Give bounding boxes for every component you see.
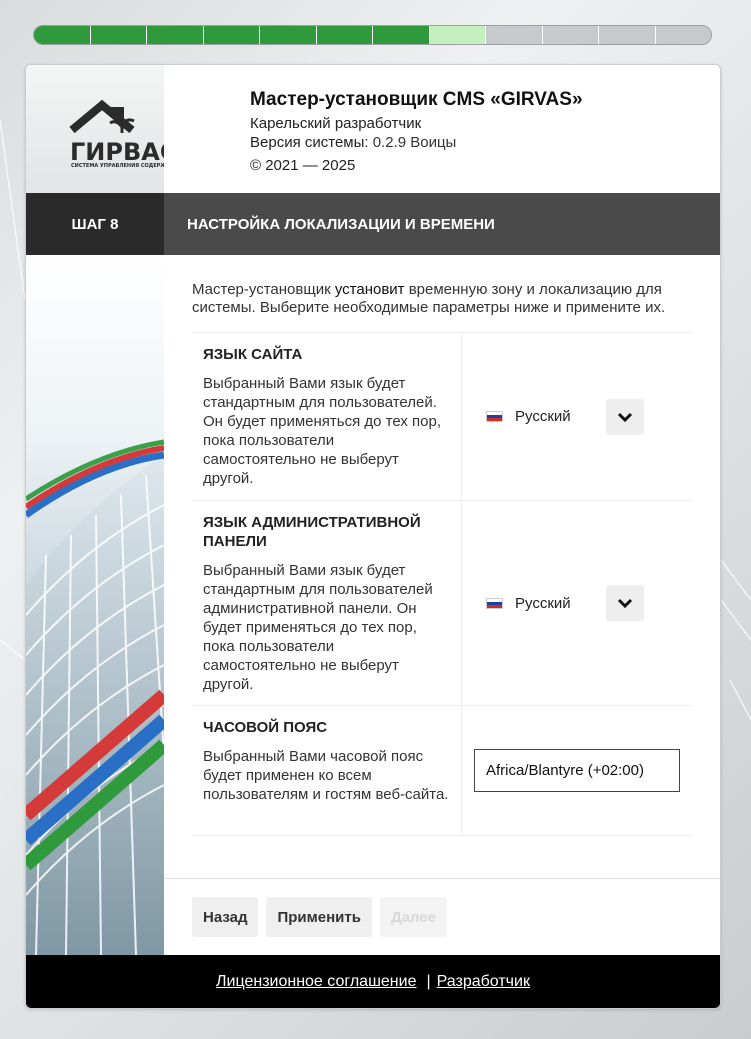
copyright: © 2021 — 2025: [250, 157, 356, 174]
back-button[interactable]: Назад: [192, 897, 258, 937]
chevron-down-icon[interactable]: [606, 399, 644, 435]
admin-language-info: [192, 501, 462, 705]
progress-segment: [91, 26, 148, 44]
admin-language-desc: Выбранный Вами язык будет стандартным для пользователей административной панели. Он будет применяться до тех пор, пока пользователи самостоятельно не выберут другой.: [203, 562, 433, 693]
admin-language-title: ЯЗЫК АДМИНИСТРАТИВНОЙ ПАНЕЛИ: [203, 514, 421, 550]
install-progress-bar: [33, 25, 712, 45]
footer-separator: |: [426, 973, 431, 990]
russian-flag-icon: [486, 598, 503, 609]
progress-segment: [543, 26, 600, 44]
progress-segment: [373, 26, 430, 44]
version-label: Версия системы:: [250, 134, 369, 151]
progress-segment: [204, 26, 261, 44]
version-line: [250, 133, 583, 152]
intro-emphasis: установит: [334, 281, 405, 298]
logo-house-icon: [26, 65, 164, 193]
decorative-side-image: [26, 255, 164, 955]
progress-segment: [317, 26, 374, 44]
russian-flag-icon: [486, 411, 503, 422]
timezone-control: [462, 706, 692, 835]
action-buttons: [192, 897, 447, 937]
girvas-logo: [26, 65, 164, 193]
progress-segment: [599, 26, 656, 44]
timezone-select[interactable]: Africa/Blantyre (+02:00): [474, 749, 680, 792]
site-language-control: [462, 333, 692, 500]
logo-text: ГИРВА: [70, 138, 160, 166]
progress-segment: [147, 26, 204, 44]
chevron-down-icon[interactable]: [606, 585, 644, 621]
app-title: Мастер-установщик CMS «GIRVAS»: [250, 89, 583, 110]
site-language-row: [192, 332, 692, 500]
admin-language-select[interactable]: [474, 584, 644, 622]
timezone-info: [192, 706, 462, 835]
step-content: [164, 255, 720, 879]
progress-segment: [486, 26, 543, 44]
timezone-title: ЧАСОВОЙ ПОЯС: [203, 719, 328, 736]
progress-segment: [34, 26, 91, 44]
admin-language-control: [462, 501, 692, 705]
header-info: [250, 89, 583, 174]
admin-language-row: [192, 500, 692, 705]
installer-card: [25, 64, 721, 1009]
building-roof-illustration: [26, 255, 164, 955]
intro-part: временную зону и локализацию для системы. Выберите необходимые параметры ниже и примените их.: [192, 281, 666, 316]
settings-table: [192, 332, 692, 836]
site-language-desc: Выбранный Вами язык будет стандартным для пользователей. Он будет применяться до тех пор, пока пользователи самостоятельно не выберут другой.: [203, 375, 442, 487]
license-link[interactable]: Лицензионное соглашение: [216, 973, 417, 990]
intro-part: Мастер-установщик: [192, 281, 335, 298]
developer-link[interactable]: Разработчик: [436, 973, 530, 990]
progress-segment: [656, 26, 712, 44]
site-language-info: [192, 333, 462, 500]
step-number: ШАГ 8: [26, 193, 164, 255]
next-button[interactable]: Далее: [380, 897, 447, 937]
timezone-row: [192, 705, 692, 836]
intro-text: [192, 281, 697, 317]
site-language-select[interactable]: [474, 398, 644, 436]
admin-language-value: Русский: [515, 594, 571, 612]
step-bar: [26, 193, 720, 255]
divider: [164, 878, 720, 879]
apply-button[interactable]: Применить: [266, 897, 371, 937]
developer-name: Карельский разработчик: [250, 115, 422, 132]
logo-subtitle: СИСТЕМА УПРАВЛЕНИЯ СОДЕР: [71, 163, 161, 169]
site-language-value: Русский: [515, 408, 571, 425]
progress-segment: [260, 26, 317, 44]
site-language-title: ЯЗЫК САЙТА: [203, 346, 303, 363]
step-title: НАСТРОЙКА ЛОКАЛИЗАЦИИ И ВРЕМЕНИ: [187, 215, 495, 233]
footer: [26, 955, 720, 1009]
progress-segment: [430, 26, 487, 44]
installer-header: [26, 65, 720, 193]
version-value: 0.2.9 Воицы: [368, 134, 457, 151]
timezone-desc: Выбранный Вами часовой пояс будет применен ко всем пользователям и гостям веб-сайта.: [203, 748, 449, 803]
